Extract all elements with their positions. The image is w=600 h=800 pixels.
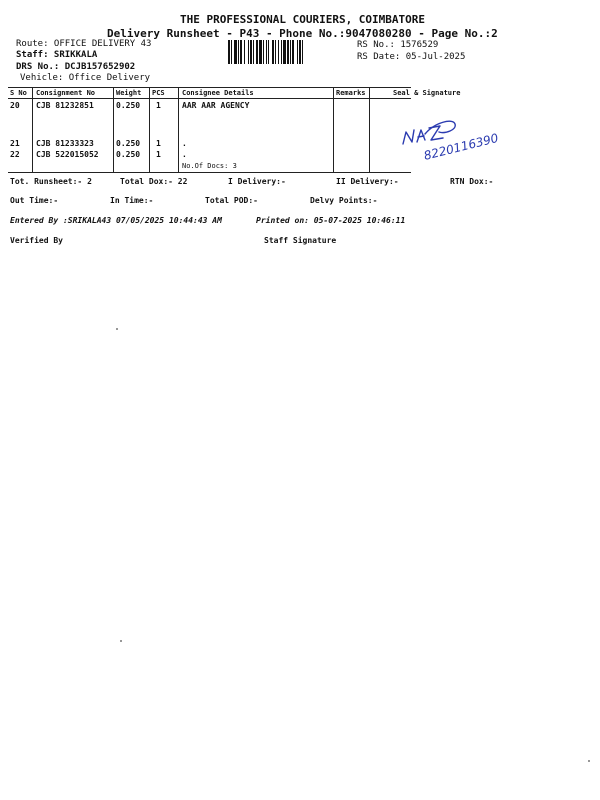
barcode-bar bbox=[250, 40, 252, 64]
entered-by: Entered By :SRIKALA43 07/05/2025 10:44:43 AM bbox=[10, 216, 222, 225]
printed-on: Printed on: 05-07-2025 10:46:11 bbox=[256, 216, 406, 225]
barcode-bar bbox=[231, 40, 232, 64]
barcode-bar bbox=[299, 40, 301, 64]
barcode-bar bbox=[234, 40, 237, 64]
scan-speck bbox=[116, 328, 118, 330]
total-dox: Total Dox:- 22 bbox=[120, 177, 188, 186]
table-row-pcs: 1 bbox=[156, 139, 161, 148]
handwritten-signature bbox=[395, 110, 565, 170]
staff-label: Staff: SRIKKALA bbox=[16, 50, 98, 60]
vehicle-label: Vehicle: Office Delivery bbox=[20, 73, 151, 83]
table-row-sno: 21 bbox=[10, 139, 20, 148]
barcode-bar bbox=[297, 40, 298, 64]
signature-phone: 8220116390 bbox=[422, 130, 500, 163]
column-header-consignment: Consignment No bbox=[36, 89, 96, 97]
docs-count: No.Of Docs: 3 bbox=[182, 162, 237, 170]
barcode-bar bbox=[272, 40, 274, 64]
table-row-pcs: 1 bbox=[156, 101, 161, 110]
table-header-border bbox=[8, 98, 411, 99]
barcode-image bbox=[228, 40, 346, 64]
table-row-consignee: AAR AAR AGENCY bbox=[182, 101, 250, 110]
rs-number: RS No.: 1576529 bbox=[357, 40, 439, 50]
signature-name: NAZ bbox=[395, 110, 397, 111]
barcode-bar bbox=[263, 40, 264, 64]
verified-by: Verified By bbox=[10, 236, 63, 245]
in-time: In Time:- bbox=[110, 196, 154, 205]
table-row-sno: 22 bbox=[10, 150, 20, 159]
table-row-weight: 0.250 bbox=[116, 150, 141, 159]
barcode-bar bbox=[281, 40, 282, 64]
table-row-consignment: CJB 81232851 bbox=[36, 101, 94, 110]
column-header-pcs: PCS bbox=[152, 89, 165, 97]
runsheet-title: Delivery Runsheet - P43 - Phone No.:9047080280 - Page No.:2 bbox=[107, 27, 498, 40]
barcode-bar bbox=[302, 40, 303, 64]
barcode-bar bbox=[275, 40, 276, 64]
table-row-pcs: 1 bbox=[156, 150, 161, 159]
column-header-remarks: Remarks bbox=[336, 89, 366, 97]
i-delivery: I Delivery:- bbox=[228, 177, 286, 186]
total-pod: Total POD:- bbox=[205, 196, 258, 205]
column-header-weight: Weight bbox=[116, 89, 142, 97]
drs-number: DRS No.: DCJB157652902 bbox=[16, 62, 136, 72]
ii-delivery: II Delivery:- bbox=[336, 177, 399, 186]
barcode-bar bbox=[256, 40, 258, 64]
out-time: Out Time:- bbox=[10, 196, 59, 205]
table-row-consignee: . bbox=[182, 150, 187, 159]
col-divider bbox=[369, 87, 370, 172]
barcode-bar bbox=[266, 40, 267, 64]
column-header-consignee: Consignee Details bbox=[182, 89, 254, 97]
table-bottom-border bbox=[8, 172, 411, 173]
barcode-bar bbox=[290, 40, 291, 64]
staff-signature: Staff Signature bbox=[264, 236, 337, 245]
table-row-consignee: . bbox=[182, 139, 187, 148]
rtn-dox: RTN Dox:- bbox=[450, 177, 494, 186]
barcode-bar bbox=[238, 40, 239, 64]
scan-speck bbox=[120, 640, 122, 642]
scan-speck bbox=[588, 760, 590, 762]
table-row-weight: 0.250 bbox=[116, 101, 141, 110]
barcode-bar bbox=[278, 40, 279, 64]
col-divider bbox=[113, 87, 114, 172]
col-divider bbox=[333, 87, 334, 172]
table-row-sno: 20 bbox=[10, 101, 20, 110]
delvy-points: Delvy Points:- bbox=[310, 196, 378, 205]
column-header-seal-signature: Seal & Signature bbox=[393, 89, 461, 97]
tot-runsheet: Tot. Runsheet:- 2 bbox=[10, 177, 92, 186]
company-name: THE PROFESSIONAL COURIERS, COIMBATORE bbox=[180, 13, 426, 26]
barcode-bar bbox=[268, 40, 269, 64]
table-row-weight: 0.250 bbox=[116, 139, 141, 148]
barcode-bar bbox=[283, 40, 286, 64]
table-top-border bbox=[8, 87, 411, 88]
barcode-bar bbox=[244, 40, 245, 64]
table-row-consignment: CJB 81233323 bbox=[36, 139, 94, 148]
barcode-bar bbox=[292, 40, 294, 64]
col-divider bbox=[32, 87, 33, 172]
barcode-bar bbox=[228, 40, 230, 64]
barcode-bar bbox=[253, 40, 254, 64]
col-divider bbox=[149, 87, 150, 172]
barcode-bar bbox=[240, 40, 242, 64]
table-row-consignment: CJB 522015052 bbox=[36, 150, 99, 159]
route-label: Route: OFFICE DELIVERY 43 bbox=[16, 39, 152, 49]
barcode-bar bbox=[248, 40, 249, 64]
rs-date: RS Date: 05-Jul-2025 bbox=[357, 52, 466, 62]
col-divider bbox=[178, 87, 179, 172]
column-header-sno: S No bbox=[10, 89, 27, 97]
barcode-bar bbox=[287, 40, 289, 64]
barcode-bar bbox=[259, 40, 262, 64]
